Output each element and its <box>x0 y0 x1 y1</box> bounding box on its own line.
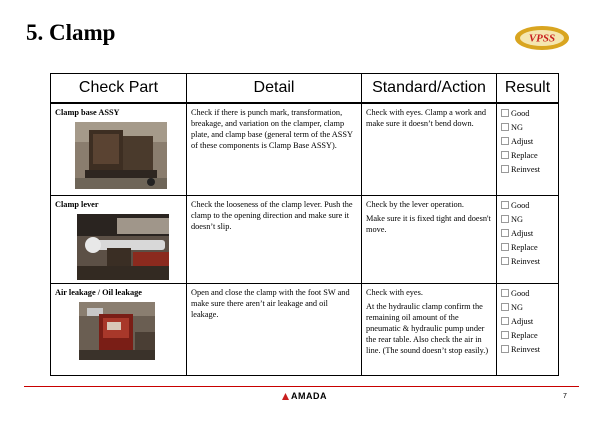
result-option[interactable]: Good <box>501 107 554 121</box>
result-cell <box>497 283 559 375</box>
checkbox-icon <box>501 123 509 131</box>
table-header-row <box>51 74 559 104</box>
air-oil-leakage-photo <box>79 302 155 360</box>
result-option[interactable]: Reinvest <box>501 255 554 269</box>
checkbox-icon <box>501 303 509 311</box>
standard-cell <box>362 103 497 195</box>
table-row <box>51 195 559 283</box>
result-option[interactable]: NG <box>501 213 554 227</box>
checkbox-icon <box>501 151 509 159</box>
result-cell <box>497 103 559 195</box>
header-result: Result <box>497 74 559 104</box>
standard-text: Check with eyes. Clamp a work and make sure it doesn’t bend down. <box>366 108 487 128</box>
check-part-cell <box>51 103 187 195</box>
checkbox-icon <box>501 317 509 325</box>
result-option[interactable]: Replace <box>501 241 554 255</box>
part-name: Air leakage / Oil leakage <box>55 287 142 297</box>
header-check-part: Check Part <box>51 74 187 104</box>
checkbox-icon <box>501 137 509 145</box>
table-row <box>51 283 559 375</box>
vpss-logo <box>514 25 570 51</box>
detail-cell: Open and close the clamp with the foot SW and make sure there aren’t air leakage and oil leakage. <box>187 283 362 375</box>
result-option[interactable]: Reinvest <box>501 163 554 177</box>
clamp-base-photo <box>75 122 167 189</box>
result-option[interactable]: Replace <box>501 149 554 163</box>
header-standard-action: Standard/Action <box>362 74 497 104</box>
checkbox-icon <box>501 257 509 265</box>
svg-text:VPSS: VPSS <box>528 32 556 45</box>
result-option[interactable]: NG <box>501 301 554 315</box>
result-option[interactable]: Adjust <box>501 227 554 241</box>
checkbox-icon <box>501 215 509 223</box>
result-option[interactable]: Good <box>501 287 554 301</box>
result-option[interactable]: Replace <box>501 329 554 343</box>
checkbox-icon <box>501 289 509 297</box>
clamp-lever-photo <box>77 214 169 280</box>
checkbox-icon <box>501 201 509 209</box>
checkbox-icon <box>501 331 509 339</box>
result-option[interactable]: Adjust <box>501 315 554 329</box>
checkbox-icon <box>501 165 509 173</box>
result-option[interactable]: Reinvest <box>501 343 554 357</box>
standard-text: Check by the lever operation. <box>366 199 464 209</box>
detail-cell: Check the looseness of the clamp lever. Push the clamp to the opening direction and make sure it doesn’t slip. <box>187 195 362 283</box>
page-number: 7 <box>563 393 567 400</box>
result-option[interactable]: Good <box>501 199 554 213</box>
part-name: Clamp base ASSY <box>55 108 120 117</box>
standard-note: At the hydraulic clamp confirm the remaining oil amount of the pneumatic & hydraulic pump under the rear table. Also check the air in line. (The sound doesn’t stop easily.) <box>366 301 489 355</box>
standard-cell <box>362 195 497 283</box>
standard-note: Make sure it is fixed tight and doesn't move. <box>366 213 491 234</box>
footer-divider <box>24 386 579 387</box>
detail-cell: Check if there is punch mark, transformation, breakage, and variation on the clamper, clamp plate, and clamp base (general term of the ASSY of these components is Clamp Base ASSY). <box>187 103 362 195</box>
amada-brand <box>282 391 327 401</box>
table-row <box>51 103 559 195</box>
check-part-cell <box>51 195 187 283</box>
result-cell <box>497 195 559 283</box>
checkbox-icon <box>501 243 509 251</box>
amada-logo-icon <box>282 393 289 400</box>
check-part-cell <box>51 283 187 375</box>
brand-text: AMADA <box>291 391 327 401</box>
standard-cell <box>362 283 497 375</box>
checkbox-icon <box>501 109 509 117</box>
result-option[interactable]: Adjust <box>501 135 554 149</box>
part-name: Clamp lever <box>55 199 99 209</box>
result-option[interactable]: NG <box>501 121 554 135</box>
checkbox-icon <box>501 229 509 237</box>
checkbox-icon <box>501 345 509 353</box>
check-table <box>50 73 559 376</box>
standard-text: Check with eyes. <box>366 287 423 297</box>
page-title: 5. Clamp <box>26 20 116 45</box>
header-detail: Detail <box>187 74 362 104</box>
